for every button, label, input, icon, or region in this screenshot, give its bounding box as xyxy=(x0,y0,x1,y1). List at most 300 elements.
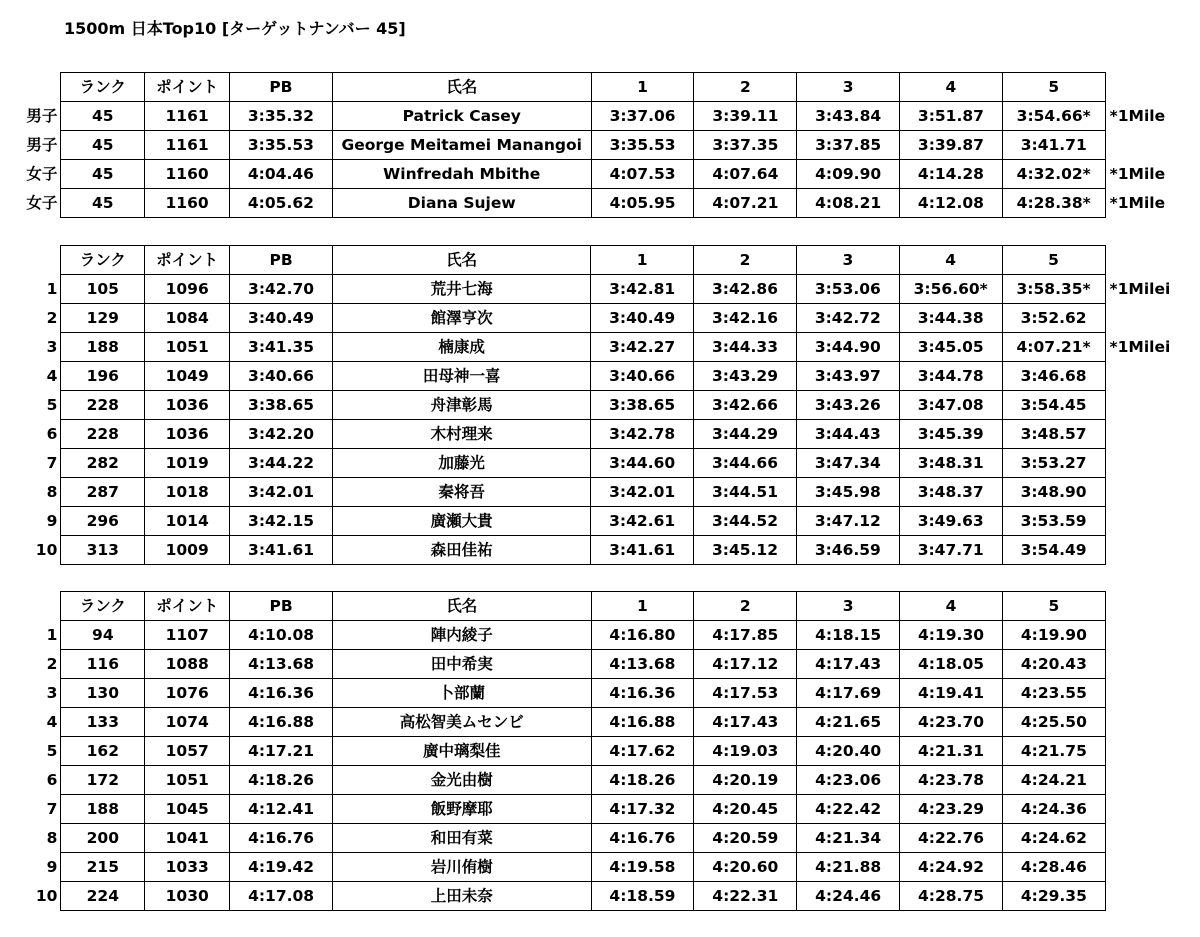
header-name: 氏名 xyxy=(333,592,591,621)
table-row xyxy=(8,536,1200,565)
race-1-cell: 4:16.36 xyxy=(591,679,694,708)
points-cell: 1033 xyxy=(145,853,230,882)
race-1-cell: 3:38.65 xyxy=(591,391,694,420)
rank-cell: 228 xyxy=(61,420,145,449)
row-note xyxy=(1105,536,1200,565)
athlete-name-cell: 舟津彰馬 xyxy=(332,391,590,420)
race-1-cell: 3:44.60 xyxy=(591,449,694,478)
race-1-cell: 3:42.81 xyxy=(591,275,694,304)
row-label: 1 xyxy=(8,275,61,304)
header-points: ポイント xyxy=(145,246,230,275)
race-3-cell: 3:45.98 xyxy=(796,478,899,507)
race-4-cell: 3:47.71 xyxy=(899,536,1002,565)
race-2-cell: 3:42.86 xyxy=(694,275,797,304)
race-4-cell: 4:14.28 xyxy=(900,160,1003,189)
race-2-cell: 3:43.29 xyxy=(694,362,797,391)
header-rank: ランク xyxy=(61,73,145,102)
race-1-cell: 4:16.88 xyxy=(591,708,694,737)
pb-cell: 4:12.41 xyxy=(230,795,333,824)
race-2-cell: 3:45.12 xyxy=(694,536,797,565)
row-note xyxy=(1105,420,1200,449)
row-note: *1Mile xyxy=(1109,106,1166,125)
row-note xyxy=(1105,449,1200,478)
table-row xyxy=(8,362,1200,391)
row-label: 5 xyxy=(8,737,61,766)
rank-cell: 130 xyxy=(61,679,145,708)
row-note xyxy=(1105,362,1200,391)
race-2-cell: 4:20.59 xyxy=(694,824,797,853)
row-label: 9 xyxy=(8,507,61,536)
race-1-cell: 4:16.80 xyxy=(591,621,694,650)
race-2-cell: 4:22.31 xyxy=(694,882,797,911)
race-4-cell: 3:51.87 xyxy=(900,102,1003,131)
header-race-1: 1 xyxy=(591,73,694,102)
pb-cell: 4:19.42 xyxy=(230,853,333,882)
pb-cell: 4:16.88 xyxy=(230,708,333,737)
race-5-cell: 4:07.21* xyxy=(1002,333,1105,362)
pb-cell: 4:18.26 xyxy=(230,766,333,795)
points-cell: 1041 xyxy=(145,824,230,853)
athlete-name-cell: 森田佳祐 xyxy=(332,536,590,565)
race-1-cell: 4:17.62 xyxy=(591,737,694,766)
rank-cell: 287 xyxy=(61,478,145,507)
header-name: 氏名 xyxy=(332,73,591,102)
race-4-cell: 4:19.41 xyxy=(900,679,1003,708)
race-4-cell: 4:24.92 xyxy=(900,853,1003,882)
rank-cell: 116 xyxy=(61,650,145,679)
race-3-cell: 3:46.59 xyxy=(796,536,899,565)
rank-cell: 188 xyxy=(61,333,145,362)
header-race-2: 2 xyxy=(694,73,797,102)
athlete-name-cell: 陣内綾子 xyxy=(333,621,591,650)
header-rank: ランク xyxy=(61,246,145,275)
race-1-cell: 4:17.32 xyxy=(591,795,694,824)
row-label: 女子 xyxy=(8,160,61,189)
rank-cell: 129 xyxy=(61,304,145,333)
header-note xyxy=(1105,592,1200,621)
points-cell: 1014 xyxy=(145,507,230,536)
race-2-cell: 3:44.29 xyxy=(694,420,797,449)
race-3-cell: 3:47.12 xyxy=(796,507,899,536)
rank-cell: 45 xyxy=(61,102,145,131)
race-5-cell: 4:23.55 xyxy=(1002,679,1105,708)
race-1-cell: 3:35.53 xyxy=(591,131,694,160)
race-3-cell: 4:22.42 xyxy=(797,795,900,824)
header-race-2: 2 xyxy=(694,246,797,275)
race-3-cell: 4:20.40 xyxy=(797,737,900,766)
race-5-cell: 4:20.43 xyxy=(1002,650,1105,679)
athlete-name-cell: 秦将吾 xyxy=(332,478,590,507)
points-cell: 1030 xyxy=(145,882,230,911)
pb-cell: 3:42.70 xyxy=(230,275,333,304)
race-2-cell: 3:44.33 xyxy=(694,333,797,362)
rank-cell: 105 xyxy=(61,275,145,304)
row-label: 6 xyxy=(8,766,61,795)
athlete-name-cell: 荒井七海 xyxy=(332,275,590,304)
race-2-cell: 3:44.66 xyxy=(694,449,797,478)
header-race-5: 5 xyxy=(1002,246,1105,275)
rank-cell: 94 xyxy=(61,621,145,650)
rank-cell: 133 xyxy=(61,708,145,737)
row-note xyxy=(1105,795,1200,824)
pb-cell: 4:16.76 xyxy=(230,824,333,853)
race-4-cell: 3:49.63 xyxy=(899,507,1002,536)
race-1-cell: 4:13.68 xyxy=(591,650,694,679)
race-3-cell: 4:24.46 xyxy=(797,882,900,911)
header-points: ポイント xyxy=(145,592,230,621)
athlete-name-cell: 楠康成 xyxy=(332,333,590,362)
athlete-name-cell: 田中希実 xyxy=(333,650,591,679)
points-cell: 1057 xyxy=(145,737,230,766)
table-row xyxy=(8,708,1200,737)
pb-cell: 3:40.49 xyxy=(230,304,333,333)
race-2-cell: 3:42.16 xyxy=(694,304,797,333)
race-3-cell: 3:43.84 xyxy=(797,102,900,131)
table-japan-men-top10 xyxy=(8,245,1200,565)
page-title: 1500m 日本Top10 [ターゲットナンバー 45] xyxy=(64,19,406,38)
row-note: *1Milei xyxy=(1109,279,1171,298)
athlete-name-cell: Winfredah Mbithe xyxy=(332,160,591,189)
pb-cell: 4:04.46 xyxy=(230,160,333,189)
rank-cell: 45 xyxy=(61,131,145,160)
table-row xyxy=(8,275,1200,304)
row-note xyxy=(1105,650,1200,679)
row-note xyxy=(1105,507,1200,536)
race-5-cell: 4:24.62 xyxy=(1002,824,1105,853)
row-note xyxy=(1105,766,1200,795)
header-race-3: 3 xyxy=(797,73,900,102)
pb-cell: 4:17.08 xyxy=(230,882,333,911)
athlete-name-cell: 和田有菜 xyxy=(333,824,591,853)
header-race-1: 1 xyxy=(591,592,694,621)
row-label: 7 xyxy=(8,449,61,478)
athlete-name-cell: 卜部蘭 xyxy=(333,679,591,708)
rank-cell: 296 xyxy=(61,507,145,536)
race-5-cell: 3:58.35* xyxy=(1002,275,1105,304)
points-cell: 1018 xyxy=(145,478,230,507)
header-race-3: 3 xyxy=(797,592,900,621)
race-4-cell: 4:28.75 xyxy=(900,882,1003,911)
pb-cell: 3:42.15 xyxy=(230,507,333,536)
pb-cell: 3:40.66 xyxy=(230,362,333,391)
table-row xyxy=(8,650,1200,679)
race-4-cell: 3:48.31 xyxy=(899,449,1002,478)
race-3-cell: 4:21.88 xyxy=(797,853,900,882)
race-2-cell: 4:20.60 xyxy=(694,853,797,882)
race-3-cell: 3:53.06 xyxy=(796,275,899,304)
row-note xyxy=(1105,737,1200,766)
race-5-cell: 4:25.50 xyxy=(1002,708,1105,737)
race-1-cell: 3:41.61 xyxy=(591,536,694,565)
row-note: *1Milei xyxy=(1109,337,1171,356)
points-cell: 1036 xyxy=(145,391,230,420)
athlete-name-cell: Diana Sujew xyxy=(332,189,591,218)
points-cell: 1084 xyxy=(145,304,230,333)
race-1-cell: 4:19.58 xyxy=(591,853,694,882)
athlete-name-cell: 加藤光 xyxy=(332,449,590,478)
points-cell: 1161 xyxy=(145,102,230,131)
race-5-cell: 4:28.38* xyxy=(1002,189,1105,218)
race-1-cell: 3:40.49 xyxy=(591,304,694,333)
row-note xyxy=(1105,621,1200,650)
rank-cell: 162 xyxy=(61,737,145,766)
table-row xyxy=(8,766,1200,795)
points-cell: 1161 xyxy=(145,131,230,160)
race-3-cell: 4:17.43 xyxy=(797,650,900,679)
race-4-cell: 4:19.30 xyxy=(900,621,1003,650)
race-5-cell: 3:52.62 xyxy=(1002,304,1105,333)
table-foreign-athletes xyxy=(8,72,1200,218)
race-4-cell: 3:47.08 xyxy=(899,391,1002,420)
race-5-cell: 4:24.36 xyxy=(1002,795,1105,824)
points-cell: 1036 xyxy=(145,420,230,449)
row-note xyxy=(1105,478,1200,507)
header-race-4: 4 xyxy=(900,73,1003,102)
race-1-cell: 3:40.66 xyxy=(591,362,694,391)
row-note xyxy=(1105,131,1200,160)
row-label: 女子 xyxy=(8,189,61,218)
table-row xyxy=(8,449,1200,478)
race-4-cell: 3:56.60* xyxy=(899,275,1002,304)
race-2-cell: 3:37.35 xyxy=(694,131,797,160)
header-name: 氏名 xyxy=(332,246,590,275)
race-5-cell: 3:48.57 xyxy=(1002,420,1105,449)
pb-cell: 3:41.35 xyxy=(230,333,333,362)
race-3-cell: 4:08.21 xyxy=(797,189,900,218)
race-5-cell: 3:54.45 xyxy=(1002,391,1105,420)
race-4-cell: 3:48.37 xyxy=(899,478,1002,507)
race-2-cell: 3:39.11 xyxy=(694,102,797,131)
race-5-cell: 4:32.02* xyxy=(1002,160,1105,189)
row-label: 男子 xyxy=(8,131,61,160)
pb-cell: 4:13.68 xyxy=(230,650,333,679)
points-cell: 1051 xyxy=(145,333,230,362)
rank-cell: 196 xyxy=(61,362,145,391)
table-row xyxy=(8,189,1200,218)
table-row xyxy=(8,824,1200,853)
athlete-name-cell: 廣瀬大貴 xyxy=(332,507,590,536)
header-row-label xyxy=(8,246,61,275)
race-2-cell: 4:17.43 xyxy=(694,708,797,737)
table-row xyxy=(8,420,1200,449)
race-2-cell: 3:42.66 xyxy=(694,391,797,420)
row-label: 2 xyxy=(8,304,61,333)
points-cell: 1049 xyxy=(145,362,230,391)
race-3-cell: 4:23.06 xyxy=(797,766,900,795)
row-label: 5 xyxy=(8,391,61,420)
race-4-cell: 3:39.87 xyxy=(900,131,1003,160)
race-2-cell: 4:17.53 xyxy=(694,679,797,708)
race-3-cell: 3:43.97 xyxy=(796,362,899,391)
header-rank: ランク xyxy=(61,592,145,621)
race-4-cell: 4:18.05 xyxy=(900,650,1003,679)
race-2-cell: 4:19.03 xyxy=(694,737,797,766)
race-4-cell: 3:45.39 xyxy=(899,420,1002,449)
race-3-cell: 3:42.72 xyxy=(796,304,899,333)
row-note xyxy=(1105,708,1200,737)
header-row xyxy=(8,73,1200,102)
pb-cell: 3:38.65 xyxy=(230,391,333,420)
race-4-cell: 4:23.78 xyxy=(900,766,1003,795)
row-note xyxy=(1105,304,1200,333)
pb-cell: 3:35.53 xyxy=(230,131,333,160)
race-2-cell: 4:07.21 xyxy=(694,189,797,218)
header-pb: PB xyxy=(230,246,333,275)
race-1-cell: 3:42.78 xyxy=(591,420,694,449)
header-note xyxy=(1105,73,1200,102)
race-5-cell: 4:29.35 xyxy=(1002,882,1105,911)
header-row-label xyxy=(8,592,61,621)
race-5-cell: 4:19.90 xyxy=(1002,621,1105,650)
race-5-cell: 4:24.21 xyxy=(1002,766,1105,795)
points-cell: 1107 xyxy=(145,621,230,650)
points-cell: 1051 xyxy=(145,766,230,795)
row-label: 10 xyxy=(8,536,61,565)
header-note xyxy=(1105,246,1200,275)
race-4-cell: 4:23.29 xyxy=(900,795,1003,824)
row-note xyxy=(1105,391,1200,420)
race-4-cell: 4:12.08 xyxy=(900,189,1003,218)
points-cell: 1160 xyxy=(145,160,230,189)
athlete-name-cell: 田母神一喜 xyxy=(332,362,590,391)
header-race-1: 1 xyxy=(591,246,694,275)
athlete-name-cell: George Meitamei Manangoi xyxy=(332,131,591,160)
header-pb: PB xyxy=(230,73,333,102)
race-1-cell: 4:16.76 xyxy=(591,824,694,853)
race-1-cell: 3:42.27 xyxy=(591,333,694,362)
row-label: 9 xyxy=(8,853,61,882)
rank-cell: 45 xyxy=(61,160,145,189)
row-note xyxy=(1105,882,1200,911)
race-5-cell: 3:53.59 xyxy=(1002,507,1105,536)
race-1-cell: 4:05.95 xyxy=(591,189,694,218)
header-race-5: 5 xyxy=(1002,592,1105,621)
table-row xyxy=(8,391,1200,420)
row-label: 8 xyxy=(8,824,61,853)
athlete-name-cell: 金光由樹 xyxy=(333,766,591,795)
row-note: *1Mile xyxy=(1109,193,1166,212)
points-cell: 1160 xyxy=(145,189,230,218)
race-5-cell: 3:53.27 xyxy=(1002,449,1105,478)
race-3-cell: 4:21.34 xyxy=(797,824,900,853)
race-2-cell: 4:17.85 xyxy=(694,621,797,650)
table-row xyxy=(8,621,1200,650)
pb-cell: 3:42.20 xyxy=(230,420,333,449)
points-cell: 1074 xyxy=(145,708,230,737)
race-5-cell: 3:41.71 xyxy=(1002,131,1105,160)
row-note xyxy=(1105,824,1200,853)
race-2-cell: 4:07.64 xyxy=(694,160,797,189)
race-5-cell: 3:54.66* xyxy=(1002,102,1105,131)
rank-cell: 282 xyxy=(61,449,145,478)
race-1-cell: 4:18.59 xyxy=(591,882,694,911)
row-label: 6 xyxy=(8,420,61,449)
athlete-name-cell: 岩川侑樹 xyxy=(333,853,591,882)
header-row xyxy=(8,592,1200,621)
row-label: 男子 xyxy=(8,102,61,131)
table-row xyxy=(8,102,1200,131)
race-2-cell: 4:20.19 xyxy=(694,766,797,795)
race-3-cell: 4:18.15 xyxy=(797,621,900,650)
rank-cell: 215 xyxy=(61,853,145,882)
race-2-cell: 3:44.52 xyxy=(694,507,797,536)
race-2-cell: 3:44.51 xyxy=(694,478,797,507)
header-race-5: 5 xyxy=(1002,73,1105,102)
table-row xyxy=(8,795,1200,824)
race-2-cell: 4:17.12 xyxy=(694,650,797,679)
pb-cell: 3:44.22 xyxy=(230,449,333,478)
table-row xyxy=(8,131,1200,160)
rank-cell: 172 xyxy=(61,766,145,795)
race-4-cell: 4:23.70 xyxy=(900,708,1003,737)
points-cell: 1096 xyxy=(145,275,230,304)
athlete-name-cell: 館澤亨次 xyxy=(332,304,590,333)
points-cell: 1009 xyxy=(145,536,230,565)
table-row xyxy=(8,507,1200,536)
table-row xyxy=(8,160,1200,189)
row-label: 3 xyxy=(8,679,61,708)
pb-cell: 4:17.21 xyxy=(230,737,333,766)
athlete-name-cell: 飯野摩耶 xyxy=(333,795,591,824)
race-3-cell: 3:37.85 xyxy=(797,131,900,160)
points-cell: 1088 xyxy=(145,650,230,679)
race-3-cell: 4:09.90 xyxy=(797,160,900,189)
table-row xyxy=(8,679,1200,708)
header-points: ポイント xyxy=(145,73,230,102)
race-3-cell: 3:44.43 xyxy=(796,420,899,449)
rank-cell: 224 xyxy=(61,882,145,911)
header-race-3: 3 xyxy=(796,246,899,275)
race-1-cell: 3:42.61 xyxy=(591,507,694,536)
race-4-cell: 4:22.76 xyxy=(900,824,1003,853)
race-3-cell: 3:47.34 xyxy=(796,449,899,478)
pb-cell: 4:10.08 xyxy=(230,621,333,650)
row-label: 10 xyxy=(8,882,61,911)
header-race-4: 4 xyxy=(899,246,1002,275)
race-5-cell: 3:46.68 xyxy=(1002,362,1105,391)
race-5-cell: 3:54.49 xyxy=(1002,536,1105,565)
row-label: 4 xyxy=(8,362,61,391)
row-label: 4 xyxy=(8,708,61,737)
pb-cell: 4:05.62 xyxy=(230,189,333,218)
rank-cell: 313 xyxy=(61,536,145,565)
header-race-2: 2 xyxy=(694,592,797,621)
race-1-cell: 3:37.06 xyxy=(591,102,694,131)
points-cell: 1019 xyxy=(145,449,230,478)
table-japan-women-top10 xyxy=(8,591,1200,911)
race-5-cell: 3:48.90 xyxy=(1002,478,1105,507)
points-cell: 1045 xyxy=(145,795,230,824)
row-label: 2 xyxy=(8,650,61,679)
athlete-name-cell: Patrick Casey xyxy=(332,102,591,131)
header-row-label xyxy=(8,73,61,102)
table-row xyxy=(8,737,1200,766)
table-row xyxy=(8,304,1200,333)
athlete-name-cell: 廣中璃梨佳 xyxy=(333,737,591,766)
race-5-cell: 4:28.46 xyxy=(1002,853,1105,882)
race-3-cell: 3:43.26 xyxy=(796,391,899,420)
rank-cell: 228 xyxy=(61,391,145,420)
pb-cell: 3:41.61 xyxy=(230,536,333,565)
row-label: 1 xyxy=(8,621,61,650)
athlete-name-cell: 高松智美ムセンビ xyxy=(333,708,591,737)
race-4-cell: 3:44.38 xyxy=(899,304,1002,333)
race-4-cell: 3:44.78 xyxy=(899,362,1002,391)
rank-cell: 45 xyxy=(61,189,145,218)
pb-cell: 3:42.01 xyxy=(230,478,333,507)
pb-cell: 3:35.32 xyxy=(230,102,333,131)
header-race-4: 4 xyxy=(900,592,1003,621)
